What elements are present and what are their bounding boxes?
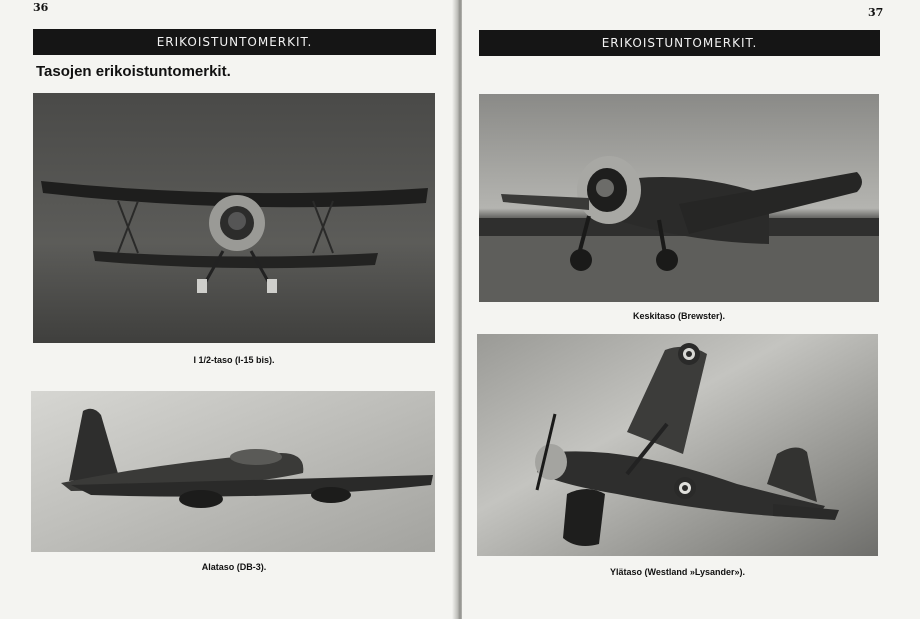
section-title: Tasojen erikoistuntomerkit.: [36, 63, 231, 80]
photo-caption: Keskitaso (Brewster).: [632, 311, 726, 321]
page-header: ERIKOISTUNTOMERKIT.: [479, 30, 880, 56]
left-page: [0, 0, 458, 619]
page-header: ERIKOISTUNTOMERKIT.: [33, 29, 436, 55]
right-page: [462, 0, 920, 619]
page-number: 37: [868, 6, 884, 19]
photo-caption: I 1/2-taso (I-15 bis).: [193, 355, 275, 365]
photo-caption: Alataso (DB-3).: [201, 562, 267, 572]
photo-lysander: [477, 334, 878, 556]
photo-brewster: [479, 94, 879, 302]
page-number: 36: [33, 1, 49, 14]
photo-bomber: [31, 391, 435, 552]
photo-biplane: [33, 93, 435, 343]
photo-caption: Ylätaso (Westland »Lysander»).: [609, 567, 746, 577]
